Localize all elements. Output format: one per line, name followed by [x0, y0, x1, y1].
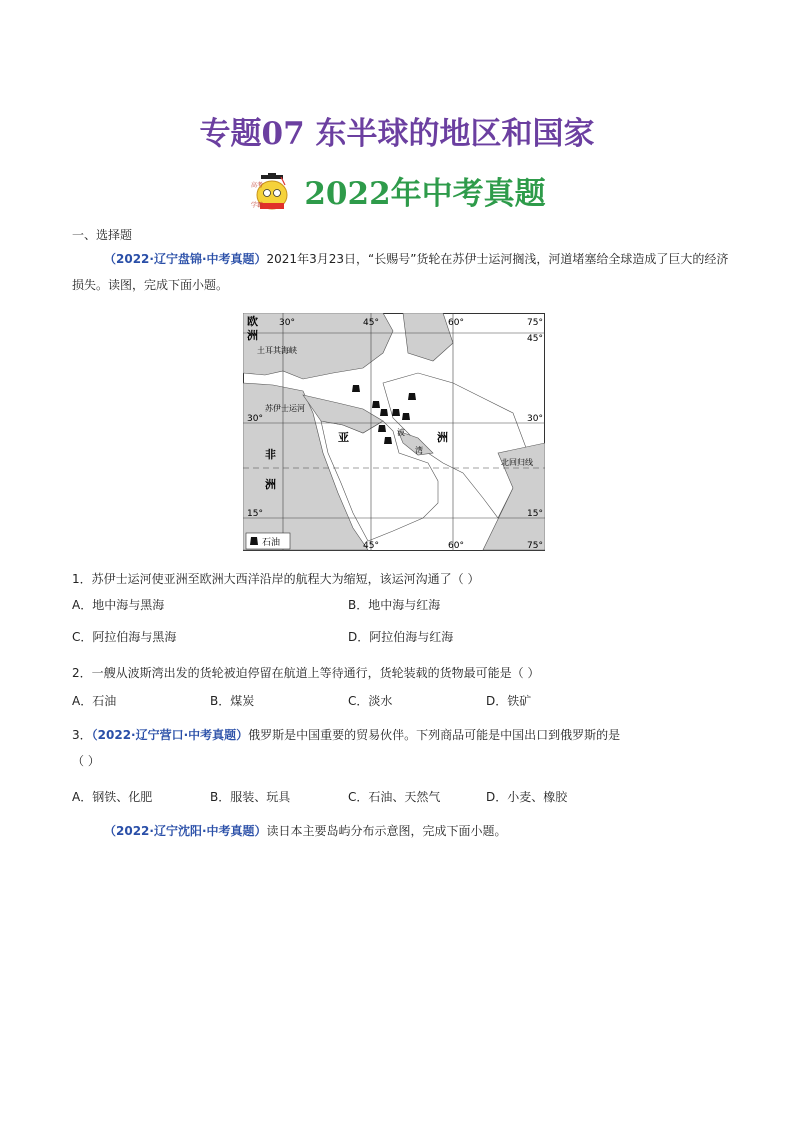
question-2: 2．一艘从波斯湾出发的货轮被迫停留在航道上等待通行，货轮装载的货物最可能是（ ）	[72, 666, 540, 680]
label-asia: 亚	[338, 431, 349, 444]
lon-label: 75°	[527, 541, 543, 551]
subtitle-row	[0, 168, 794, 215]
lat-label: 15°	[527, 509, 543, 519]
legend-label: 石油	[262, 538, 281, 548]
oil-icon	[408, 393, 416, 400]
lon-label: 60°	[448, 318, 464, 328]
label-suez: 苏伊士运河	[265, 404, 305, 413]
label-africa: 非	[265, 448, 276, 461]
q1-option-c[interactable]: C．阿拉伯海与黑海	[72, 630, 177, 644]
q2-option-a[interactable]: A．石油	[72, 694, 117, 708]
source-tag: （2022·辽宁盘锦·中考真题）	[104, 252, 267, 266]
q1-option-b[interactable]: B．地中海与红海	[348, 598, 441, 612]
page-title: 专题07 东半球的地区和国家	[199, 116, 595, 152]
q3-text: 俄罗斯是中国重要的贸易伙伴。下列商品可能是中国出口到俄罗斯的是	[248, 728, 621, 742]
q3-paren: （ ）	[72, 754, 100, 768]
q2-option-c[interactable]: C．淡水	[348, 694, 393, 708]
q1-option-a[interactable]: A．地中海与黑海	[72, 598, 165, 612]
label-bosporus: 土耳其海峡	[257, 346, 297, 355]
q3-option-d[interactable]: D．小麦、橡胶	[486, 790, 568, 804]
q2-option-d[interactable]: D．铁矿	[486, 694, 532, 708]
label-tropic: 北回归线	[501, 458, 533, 467]
oil-icon	[372, 401, 380, 408]
logo-text: 高考	[251, 181, 264, 189]
oil-icon	[378, 425, 386, 432]
label-asia-2: 洲	[437, 431, 448, 444]
label-gulf: 波	[397, 428, 405, 437]
source-tag: （2022·辽宁营口·中考真题）	[91, 728, 249, 742]
group2-intro	[72, 818, 732, 844]
q3-number: 3．	[72, 728, 92, 742]
lon-label: 75°	[527, 318, 543, 328]
lon-label: 45°	[363, 541, 379, 551]
oil-icon	[250, 537, 258, 545]
oil-icon	[402, 413, 410, 420]
scholar-mascot-icon	[248, 171, 298, 211]
q2-option-b[interactable]: B．煤炭	[210, 694, 255, 708]
oil-icon	[380, 409, 388, 416]
oil-icon	[392, 409, 400, 416]
q3-option-b[interactable]: B．服装、玩具	[210, 790, 291, 804]
lat-label: 30°	[527, 414, 543, 424]
lon-label: 45°	[363, 318, 379, 328]
page-subtitle: 2022年中考真题	[304, 176, 546, 212]
source-tag: （2022·辽宁沈阳·中考真题）	[104, 824, 267, 838]
intro-text: 读日本主要岛屿分布示意图，完成下面小题。	[266, 824, 507, 838]
lat-label: 45°	[527, 334, 543, 344]
q1-option-d[interactable]: D．阿拉伯海与红海	[348, 630, 454, 644]
lat-label: 30°	[247, 414, 263, 424]
logo-text-2: 学霸	[251, 201, 264, 209]
intro-text: 2021年3月23日，“长赐号”货轮在苏伊士运河搁浅，河道堵塞给全球造成了巨大的经济损失。读图，完成下面小题。	[72, 252, 729, 292]
label-europe: 欧	[247, 315, 258, 328]
label-europe-2: 洲	[247, 329, 258, 342]
lon-label: 60°	[448, 541, 464, 551]
lat-label: 15°	[247, 509, 263, 519]
question-3	[72, 722, 732, 774]
label-africa-2: 洲	[265, 478, 276, 491]
question-1: 1．苏伊士运河使亚洲至欧洲大西洋沿岸的航程大为缩短，该运河沟通了（ ）	[72, 572, 480, 586]
lon-label: 30°	[279, 318, 295, 328]
oil-icon	[352, 385, 360, 392]
label-gulf-2: 湾	[415, 446, 423, 455]
q3-option-a[interactable]: A．钢铁、化肥	[72, 790, 153, 804]
middle-east-map	[243, 313, 545, 551]
group1-intro	[72, 246, 732, 298]
oil-icon	[384, 437, 392, 444]
q3-option-c[interactable]: C．石油、天然气	[348, 790, 441, 804]
section-label: 一、选择题	[72, 228, 133, 242]
